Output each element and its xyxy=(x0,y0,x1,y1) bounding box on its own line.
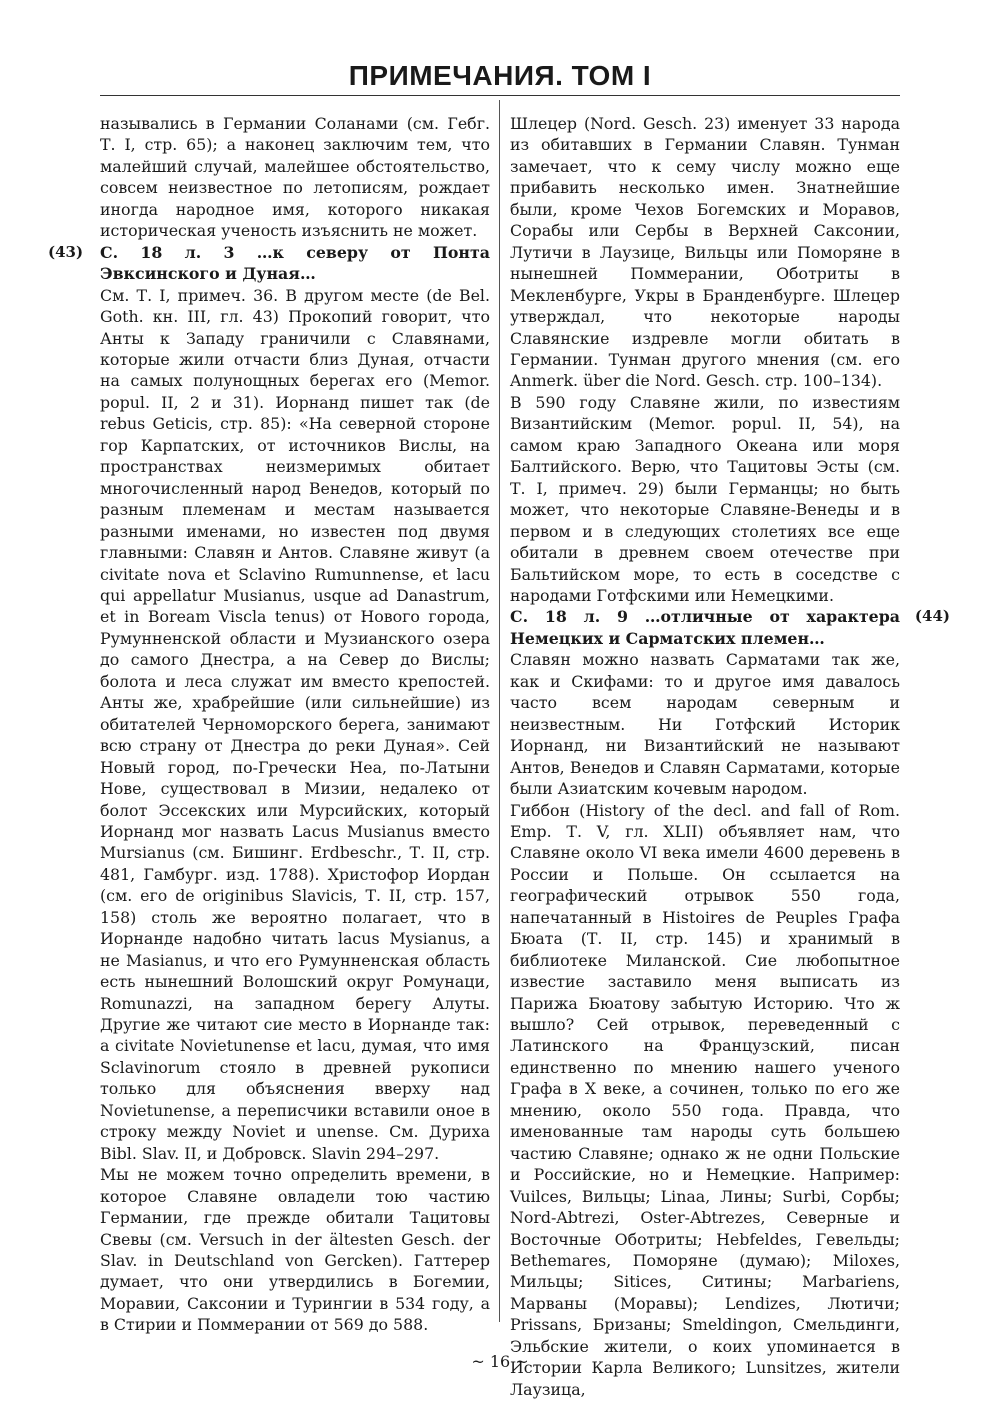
paragraph: Мы не можем точно определить времени, в которое Славяне овладели тою частию Германии, где прежде обитали Тацитовы Свевы (см. Versuch in der ältesten Gesch. der Slav. in Deutschland von Gercken). Гаттерер думает, что они утвердились в Богемии, Моравии, Саксонии и Турингии в 534 году, а в Стирии и Поммерании от 569 до 588. xyxy=(100,1165,490,1335)
left-column xyxy=(48,113,490,1336)
note-number: (43) xyxy=(48,242,84,261)
paragraph: Шлецер (Nord. Gesch. 23) именует 33 народа из обитавших в Германии Славян. Тунман замечает, что к сему числу можно еще прибавить несколько имен. Знатнейшие были, кроме Чехов Богемских и Моравов, Сорабы или Сербы в Верхней Саксонии, Лутичи в Лаузице, Вильцы или Поморяне в нынешней Поммерании, Оботриты в Мекленбурге, Укры в Бранденбурге. Шлецер утверждал, что некоторые народы Славянские издревле могли обитать в Германии. Тунман другого мнения (см. его Anmerk. über die Nord. Gesch. стр. 100–134). xyxy=(510,114,900,391)
note-number: (44) xyxy=(914,607,950,626)
note-heading-text: С. 18 л. 9 …отличные от характера Немецких и Сарматских племен… xyxy=(510,607,900,648)
note-43-heading xyxy=(48,242,490,285)
page-title: ПРИМЕЧАНИЯ. ТОМ I xyxy=(348,60,652,91)
paragraph: В 590 году Славяне жили, по известиям Византийским (Memor. popul. II, 54), на самом краю Западного Океана или моря Балтийского. Верю, что Тацитовы Эсты (см. Т. I, примеч. 29) были Германцы; но быть может, что некоторые Славяне-Венеды и в первом и в следующих столетиях все еще обитали в древнем своем отечестве при Бальтийском море, то есть в соседстве с народами Готфскими или Немецкими. xyxy=(510,392,900,605)
column-divider xyxy=(499,100,500,1322)
note-heading-text: С. 18 л. 3 …к северу от Понта Эвксинского и Дуная… xyxy=(100,242,490,284)
right-column xyxy=(510,113,950,1400)
paragraph: См. Т. I, примеч. 36. В другом месте (de Bel. Goth. кн. III, гл. 43) Прокопий говорит, что Анты к Западу граничили с Славянами, которые жили отчасти близ Дуная, отчасти на самых полунощных берегах его (Memor. popul. II, 2 и 31). Иорнанд пишет так (de rebus Geticis, стр. 85): «На северной стороне гор Карпатских, от источников Вислы, на пространствах неизмеримых обитает многочисленный народ Венедов, который по разным племенам и местам называется разными именами, но известен под двумя главными: Славян и Антов. Славяне живут (a civitate nova et Sclavino Rumunnense, et lacu qui appellatur Musianus, usque ad Danastrum, et in Boream Viscla tenus) от Нового города, Румунненской области и Музианского озера до самого Днестра, а на Север до Вислы; болота и леса служат им вместо крепостей. Анты же, храбрейшие (или сильнейшие) из обитателей Черноморского берега, занимают всю страну от Днестра до реки Дуная». Сей Новый город, по-Гречески Неа, по-Латыни Нове, существовал в Мизии, недалеко от болот Эссекских или Мурсийских, который Иорнанд мог назвать Lacus Musianus вместо Mursianus (см. Бишинг. Erdbeschr., Т. II, стр. 481, Гамбург. изд. 1788). Христофор Иордан (см. его de originibus Slavicis, Т. II, стр. 157, 158) столь же вероятно полагает, что в Иорнанде надобно читать lacus Mysianus, а не Masianus, и что его Румунненская область есть нынешний Волошский округ Ромунаци, Romunazzi, на западном берегу Алуты. Другие же читают сие место в Иорнанде так: a civitate Novietunense et lacu, думая, что имя Sclavinorum стояло в древней рукописи только для объяснения вверху над Novietunense, а переписчики вставили оное в строку между Noviet и unense. См. Дуриха Bibl. Slav. II, и Добровск. Slavin 294–297. xyxy=(100,285,490,1163)
title-rule xyxy=(100,95,900,96)
paragraph: Гиббон (History of the decl. and fall of Rom. Emp. Т. V, гл. XLII) объявляет нам, что Славяне около VI века имели 4600 деревень в России и Польше. Он ссылается на географический отрывок 550 года, напечатанный в Histoires de Peuples Графа Бюата (Т. II, стр. 145) и хранимый в библиотеке Миланской. Сие любопытное известие заставило меня выписать из Парижа Бюатову забытую Историю. Что ж вышло? Сей отрывок, переведенный с Латинского на Французский, писан единственно по мнению нашего ученого Графа в X веке, а сочинен, только по его же мнению, около 550 года. Правда, что именованные там народы суть большею частию Славяне; однако ж не одни Польские и Российские, но и Немецкие. Например: Vuilces, Вильцы; Linaa, Лины; Surbi, Сорбы; Nord-Abtrezi, Oster-Abtrezes, Северные и Восточные Оботриты; Hebfeldes, Гевельды; Bethemares, Поморяне (думаю); Miloxes, Мильцы; Sitices, Ситины; Marbariens, Марваны (Моравы); Lendizes, Лютичи; Prissans, Бризаны; Smeldingon, Смельдинги, Эльбские жители, о коих упоминается в Истории Карла Великого; Lunsitzes, жители Лаузица, xyxy=(510,800,900,1399)
paragraph: назывались в Германии Соланами (см. Гебг. Т. I, стр. 65); а наконец заключим тем, что малейший случай, малейшее обстоятельство, совсем неизвестное по летописям, рождает иногда народное имя, которого никакая историческая ученость изъяснить не может. xyxy=(100,114,490,241)
note-44-heading xyxy=(510,606,950,649)
page-number: ~ 16 ~ xyxy=(471,1352,529,1371)
paragraph: Славян можно назвать Сарматами так же, как и Скифами: то и другое имя давалось часто всем народам северным и неизвестным. Ни Готфский Историк Иорнанд, ни Византийский не называют Антов, Венедов и Славян Сарматами, которые были Азиатским кочевым народом. xyxy=(510,650,900,799)
